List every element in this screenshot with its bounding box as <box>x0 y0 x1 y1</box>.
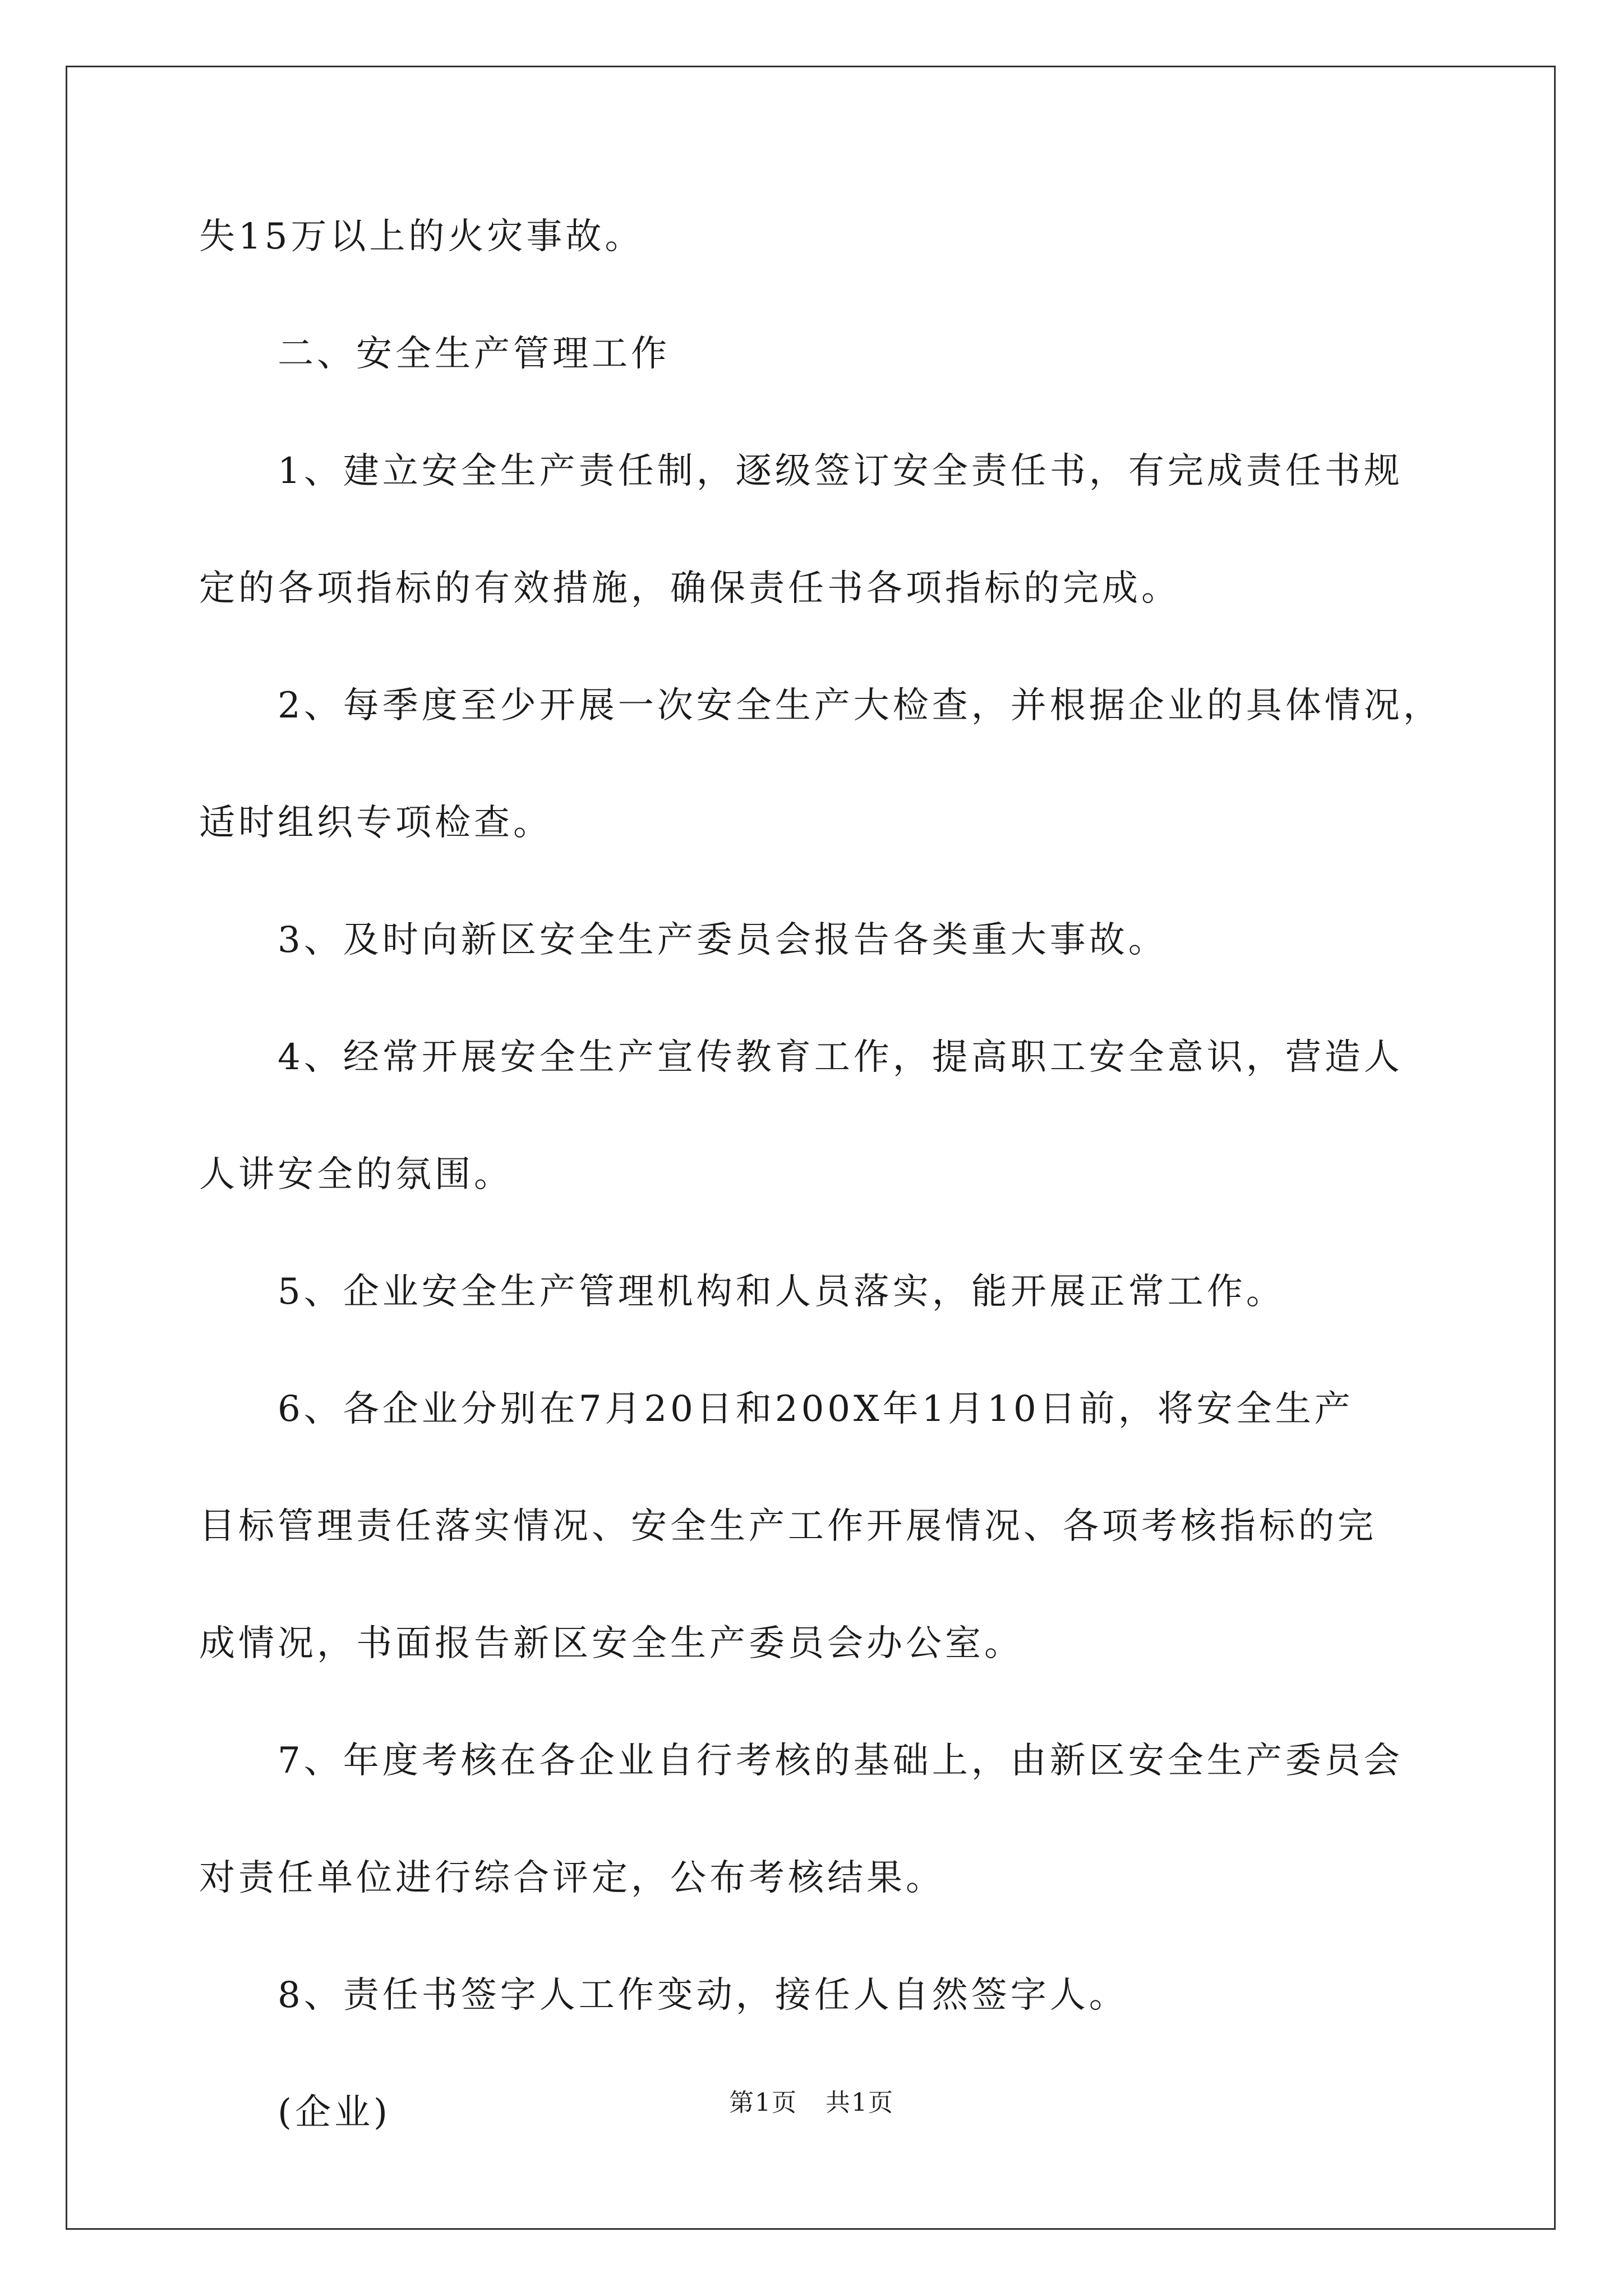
page-footer <box>0 2088 1623 2117</box>
paragraph-line: 适时组织专项检查。 <box>199 802 552 844</box>
paragraph-line: 失15万以上的火灾事故。 <box>199 216 644 257</box>
paragraph-line: 6、各企业分别在7月20日和200X年1月10日前，将安全生产 <box>278 1388 1354 1430</box>
paragraph-line: 对责任单位进行综合评定，公布考核结果。 <box>199 1857 945 1899</box>
paragraph-line: 目标管理责任落实情况、安全生产工作开展情况、各项考核指标的完 <box>199 1506 1377 1547</box>
paragraph-line: 8、责任书签字人工作变动，接任人自然签字人。 <box>278 1975 1128 2016</box>
section-heading: 二、安全生产管理工作 <box>278 333 670 375</box>
paragraph-line: 1、建立安全生产责任制，逐级签订安全责任书，有完成责任书规 <box>278 450 1403 492</box>
paragraph-line: 5、企业安全生产管理机构和人员落实，能开展正常工作。 <box>278 1271 1285 1313</box>
page-number-current: 第1页 <box>729 2088 797 2117</box>
document-body <box>199 216 1442 2212</box>
page-number-total: 共1页 <box>826 2088 894 2117</box>
paragraph-line: 2、每季度至少开展一次安全生产大检查，并根据企业的具体情况， <box>278 685 1442 726</box>
paragraph-line: 7、年度考核在各企业自行考核的基础上，由新区安全生产委员会 <box>278 1740 1403 1782</box>
paragraph-line: 成情况，书面报告新区安全生产委员会办公室。 <box>199 1623 1023 1664</box>
paragraph-line: 人讲安全的氛围。 <box>199 1154 513 1195</box>
paragraph-line: 4、经常开展安全生产宣传教育工作，提高职工安全意识，营造人 <box>278 1037 1403 1078</box>
signature-org-label: (企业) <box>278 2092 391 2133</box>
paragraph-line: 3、及时向新区安全生产委员会报告各类重大事故。 <box>278 919 1168 961</box>
paragraph-line: 定的各项指标的有效措施，确保责任书各项指标的完成。 <box>199 568 1181 609</box>
